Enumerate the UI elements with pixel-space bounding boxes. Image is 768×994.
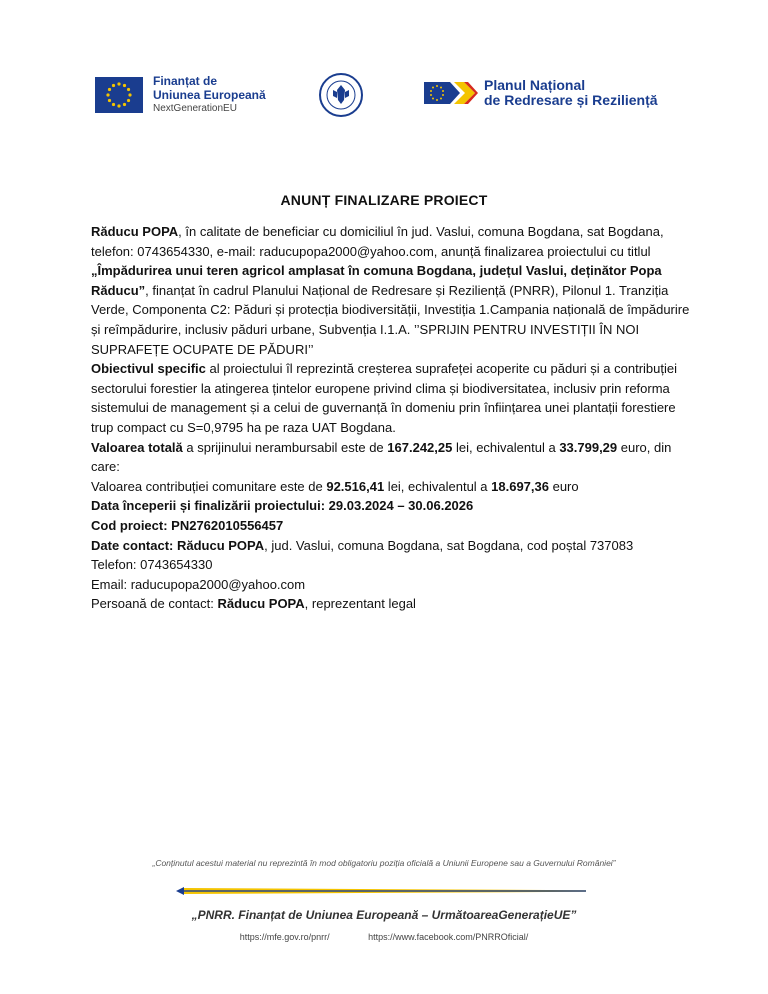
community-contribution-paragraph [91,477,691,497]
contact-person-name: Răducu POPA [217,596,305,612]
document-title: ANUNȚ FINALIZARE PROIECT [280,192,488,208]
intro-text-2: , finanțat în cadrul Planului Național de Redresare și Reziliență (PNRR), Pilonul 1. Tranziția Verde, Componenta C2: Păduri și protecția biodiversității, Investiția 1.Campania națională de împădurire și reîmpădurire, inclusiv păduri urbane, Subvenția I.1.A. ’’SPRIJIN PENTRU INVESTIȚII ÎN NOI SUPRAFEȚE OCUPATE DE PĂDURI’’ [91,282,690,357]
pnrr-logo-line1: Planul Național [484,77,586,93]
footer-disclaimer: „Conținutul acestui material nu reprezintă în mod obligatoriu poziția oficială a Uniunii Europene sau a Guvernului României” [152,858,616,868]
objective-paragraph [91,359,691,437]
total-value-text-1: a sprijinului nerambursabil este de [182,439,388,455]
project-title: „Împădurirea unui teren agricol amplasat în comuna Bogdana, județul Vaslui, deținător Popa Răducu” [91,263,662,298]
contribution-euro: 18.697,36 [491,478,549,494]
eu-flag-icon [95,77,143,113]
document-body [91,222,691,614]
pnrr-logo-line2: de Redresare și Reziliență [484,92,658,109]
beneficiary-name: Răducu POPA [91,224,179,239]
contact-person-label: Persoană de contact: [91,596,218,612]
pnrr-flag-icon [424,78,478,108]
contribution-text-2: lei, echivalentul a [384,478,492,494]
contact-label: Date contact: Răducu POPA [91,537,265,553]
intro-text-1: , în calitate de beneficiar cu domiciliul în jud. Vaslui, comuna Bogdana, sat Bogdana, telefon: 0743654330, e-mail: raducupopa2000@yahoo.com, anunță finalizarea proiectului cu titlul [91,224,664,259]
footer-links [0,932,768,942]
eu-logo-line2: Uniunea Europeană [153,87,266,102]
government-seal-icon [318,72,364,118]
project-code-text: Cod proiect: PN2762010556457 [91,517,284,533]
project-code [91,516,691,536]
total-value-text-3: euro, din care: [91,439,672,475]
eu-logo-line3: NextGenerationEU [153,102,237,114]
contribution-text-3: euro [548,478,579,494]
project-dates-text: Data începerii și finalizării proiectului: 29.03.2024 – 30.06.2026 [91,498,474,514]
total-value-paragraph [91,438,691,477]
eu-logo-line1: Finanțat de [153,74,218,88]
intro-paragraph [91,222,691,359]
contact-person [91,594,691,614]
contact-phone: Telefon: 0743654330 [91,557,213,573]
footer-link-facebook[interactable]: https://www.facebook.com/PNRROficial/ [368,932,529,942]
footer-link-mfe[interactable]: https://mfe.gov.ro/pnrr/ [239,932,330,942]
total-value-text-2: lei, echivalentul a [452,439,560,455]
total-value-lei: 167.242,25 [387,439,453,455]
contact-email: Email: raducupopa2000@yahoo.com [91,576,306,592]
contribution-text-1: Valoarea contribuției comunitare este de [91,478,327,494]
project-dates [91,496,691,516]
objective-text: al proiectului îl reprezintă creșterea suprafeței acoperite cu păduri și a contribuției sectorului forestier la atingerea țintelor europene privind clima și biodiversitatea, inclusiv prin reforma sistemului de management și a celui de guvernanță în domeniu prin înființarea unei plantații forestiere trup compact cu S=0,9795 ha pe raza UAT Bogdana. [91,361,678,435]
objective-label: Obiectivul specific [91,361,206,377]
contribution-lei: 92.516,41 [326,478,385,494]
contact-address: , jud. Vaslui, comuna Bogdana, sat Bogdana, cod poștal 737083 [264,537,634,553]
eu-logo [95,75,266,114]
footer-divider [176,886,586,896]
total-value-euro: 33.799,29 [559,439,618,455]
pnrr-logo [424,78,658,109]
footer-slogan: „PNRR. Finanțat de Uniunea Europeană – UrmătoareaGenerațieUE” [191,908,577,922]
contact-details [91,536,691,556]
total-value-label: Valoarea totală [91,439,183,455]
contact-person-role: , reprezentant legal [304,596,416,612]
